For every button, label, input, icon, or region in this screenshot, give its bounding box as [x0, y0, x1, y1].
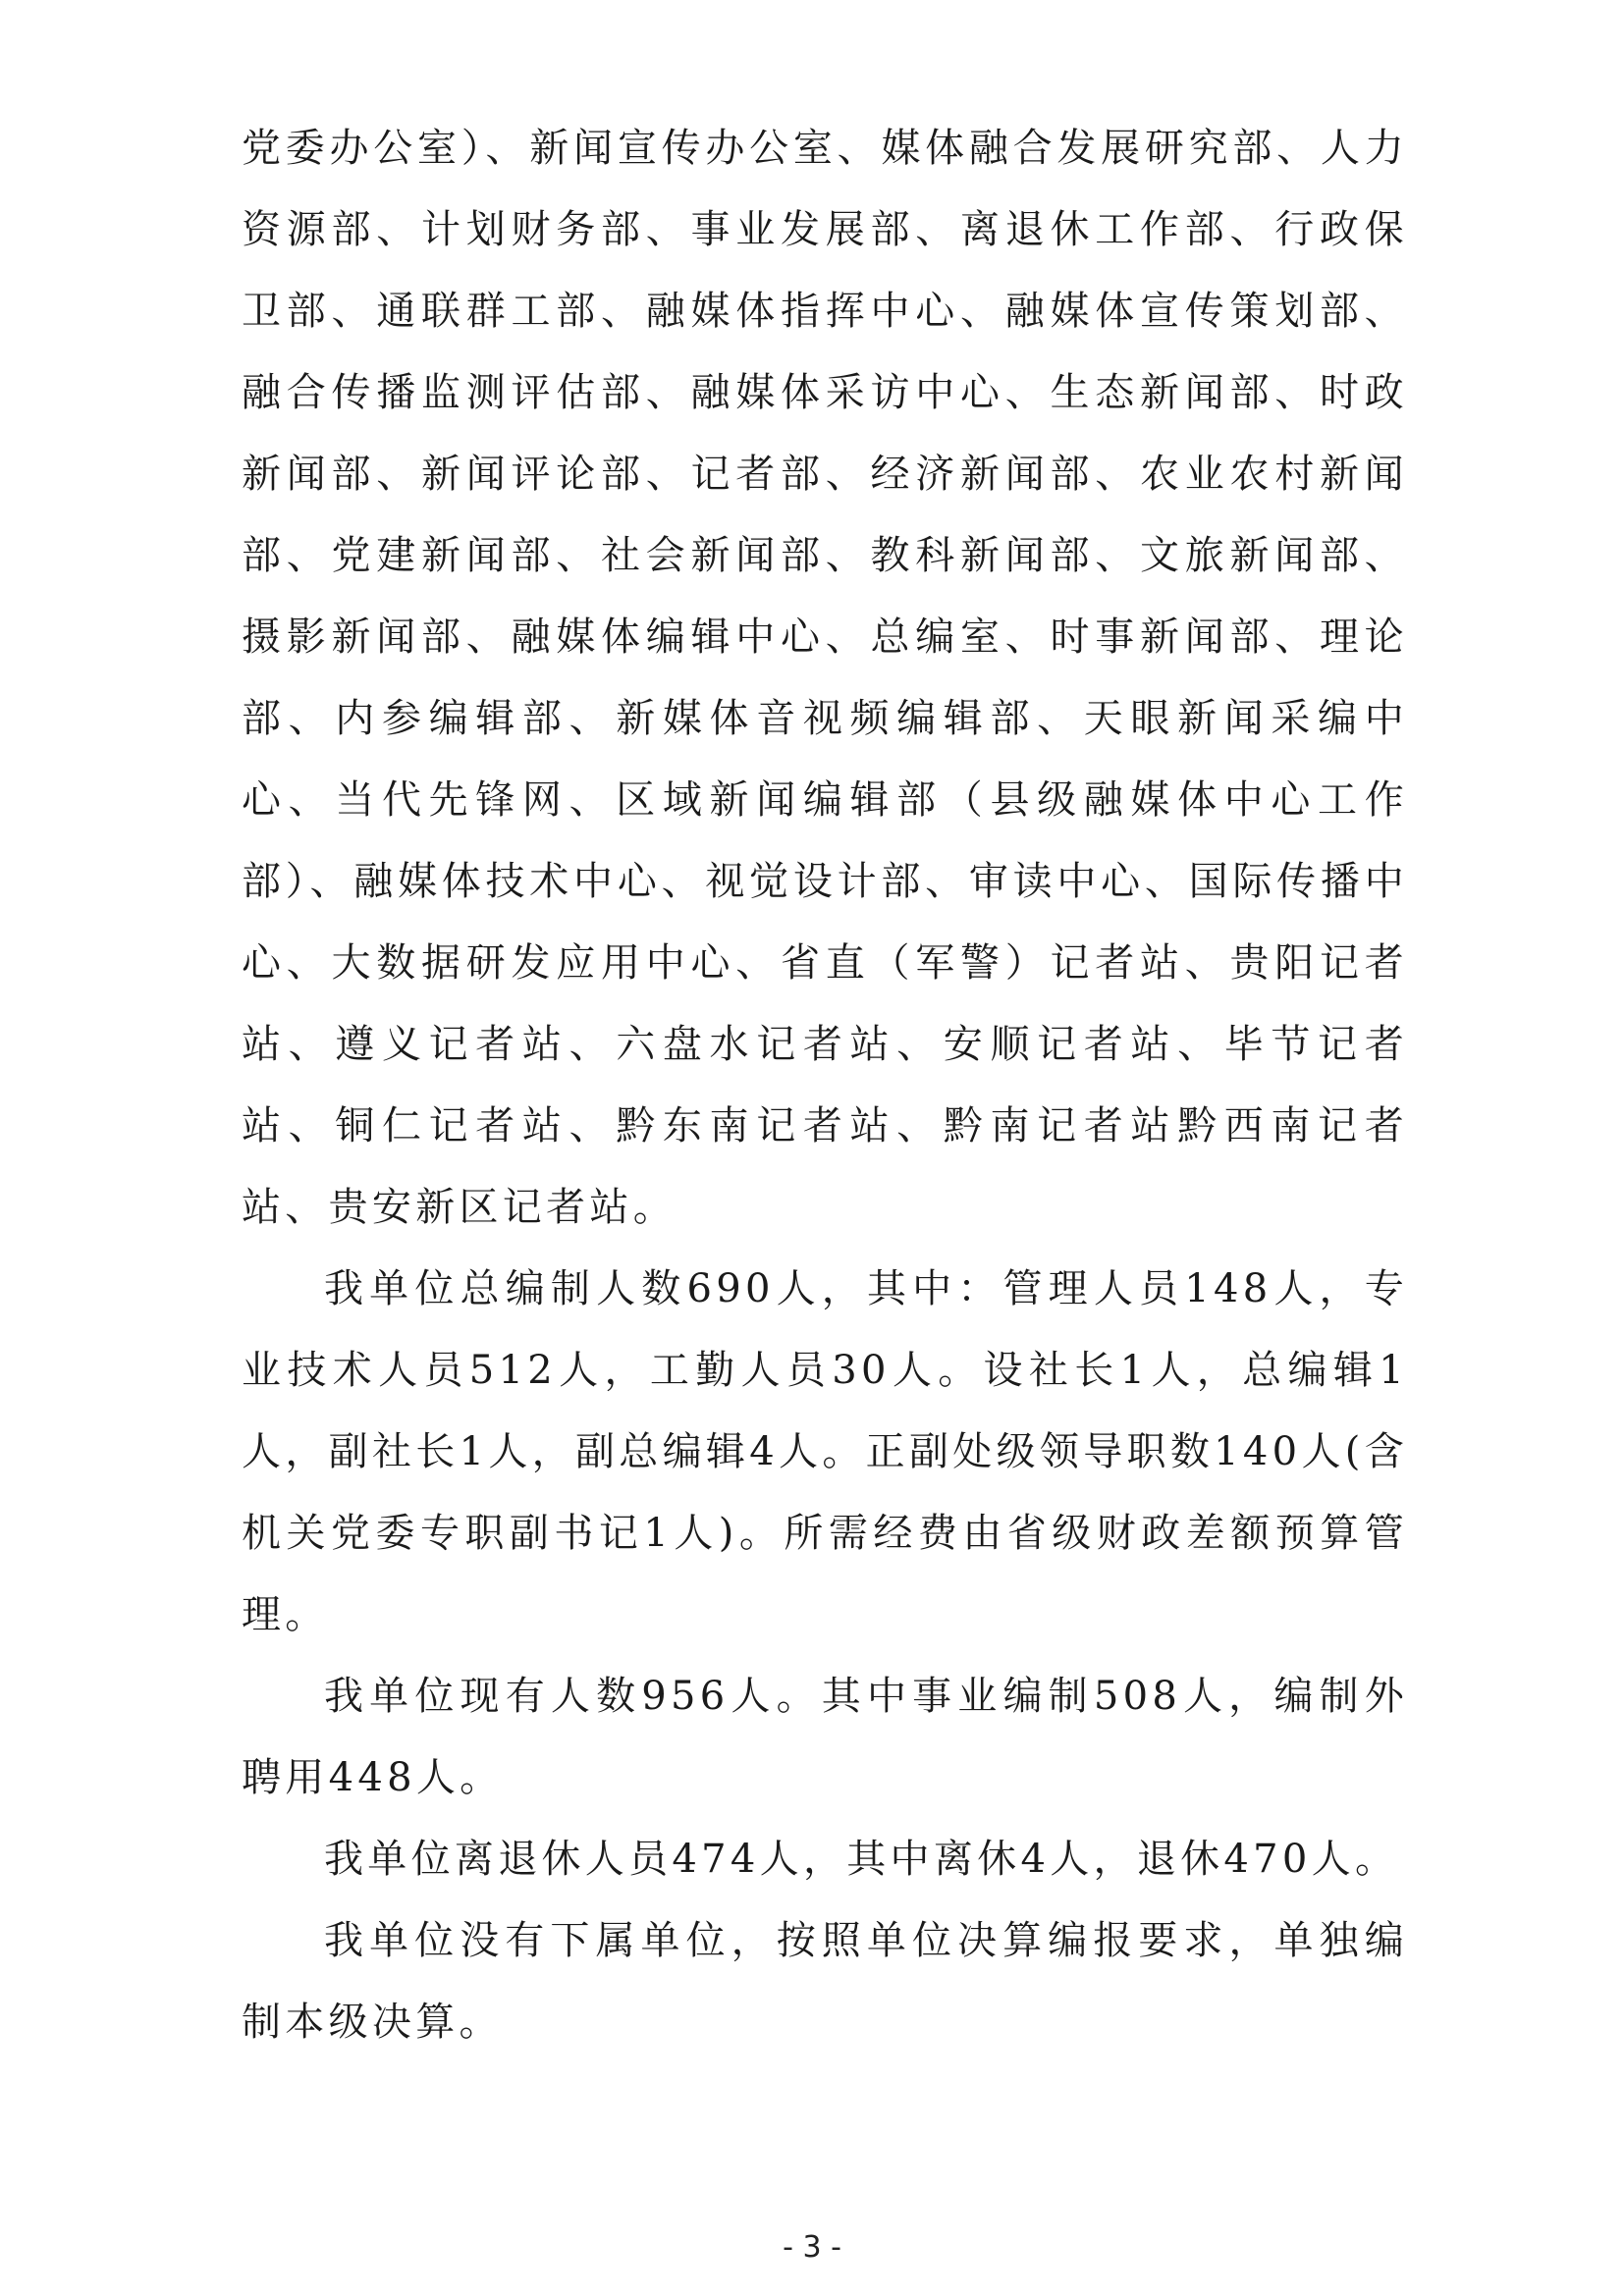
paragraph-subordinate-units: 我单位没有下属单位，按照单位决算编报要求，单独编制本级决算。 — [242, 1918, 1408, 2045]
paragraph-current-staff: 我单位现有人数956人。其中事业编制508人，编制外聘用448人。 — [242, 1674, 1408, 1800]
paragraph-staffing-quota: 我单位总编制人数690人，其中：管理人员148人，专业技术人员512人，工勤人员30人。设社长1人，总编辑1人，副社长1人，副总编辑4人。正副处级领导职数140人(含机关党委专职副书记1人)。所需经费由省级财政差额预算管理。 — [242, 1266, 1408, 1637]
paragraph-retired-staff: 我单位离退休人员474人，其中离休4人，退休470人。 — [324, 1837, 1399, 1882]
document-body — [242, 108, 1408, 2063]
paragraph-departments-list: 党委办公室）、新闻宣传办公室、媒体融合发展研究部、人力资源部、计划财务部、事业发展部、离退休工作部、行政保卫部、通联群工部、融媒体指挥中心、融媒体宣传策划部、融合传播监测评估部、融媒体采访中心、生态新闻部、时政新闻部、新闻评论部、记者部、经济新闻部、农业农村新闻部、党建新闻部、社会新闻部、教科新闻部、文旅新闻部、摄影新闻部、融媒体编辑中心、总编室、时事新闻部、理论部、内参编辑部、新媒体音视频编辑部、天眼新闻采编中心、当代先锋网、区域新闻编辑部（县级融媒体中心工作部）、融媒体技术中心、视觉设计部、审读中心、国际传播中心、大数据研发应用中心、省直（军警）记者站、贵阳记者站、遵义记者站、六盘水记者站、安顺记者站、毕节记者站、铜仁记者站、黔东南记者站、黔南记者站黔西南记者站、贵安新区记者站。 — [242, 126, 1408, 1230]
page-number: - 3 - — [783, 2230, 841, 2265]
